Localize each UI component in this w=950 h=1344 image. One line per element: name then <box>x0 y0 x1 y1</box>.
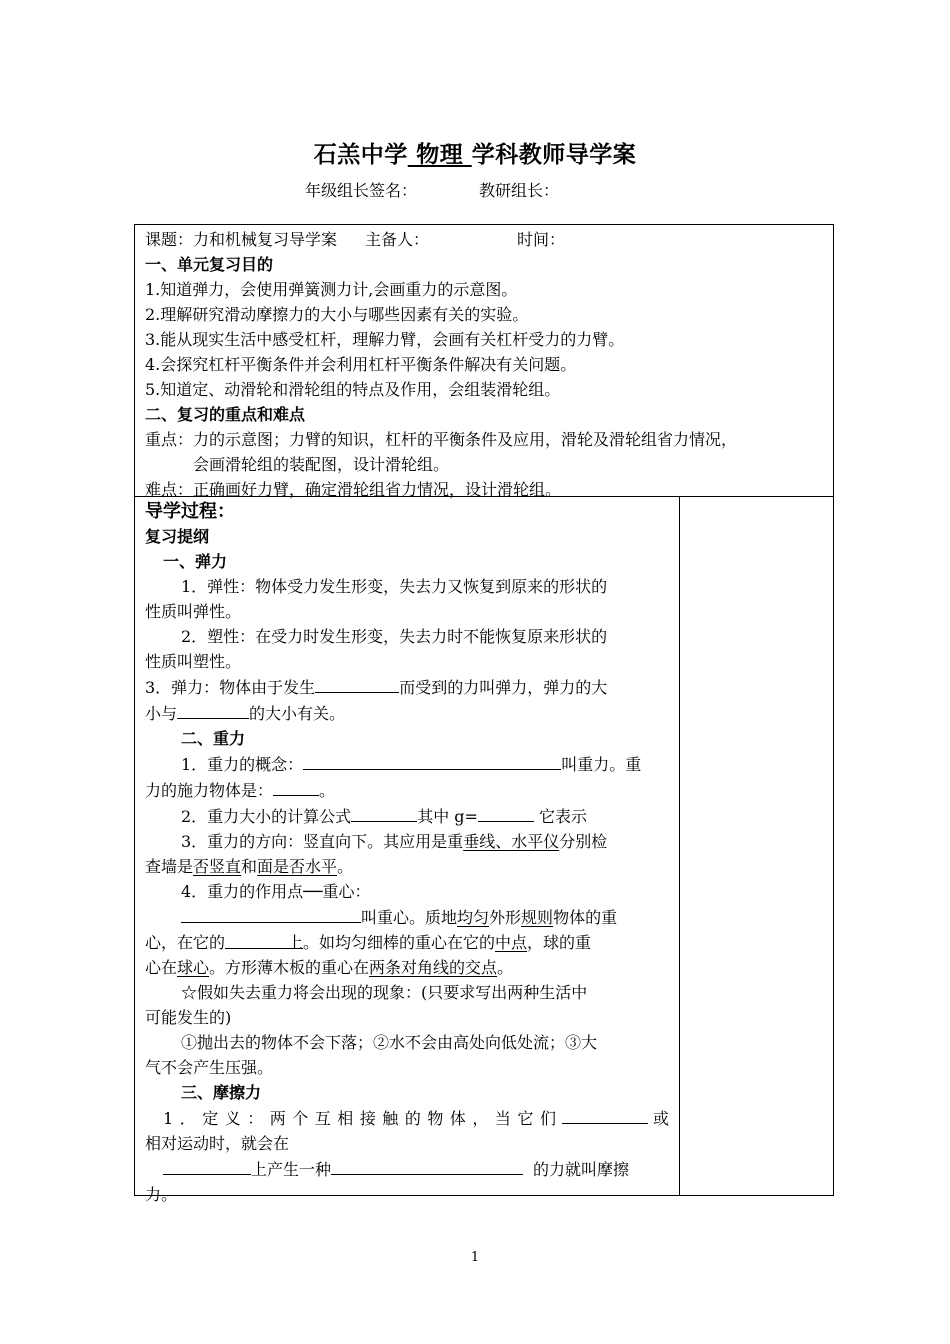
objective-item: 5.知道定、动滑轮和滑轮组的特点及作用，会组装滑轮组。 <box>145 380 561 399</box>
signature-line <box>305 178 559 201</box>
text-fragment: 和 <box>241 857 258 876</box>
text-fragment: 。如均匀细棒的重心在它的 <box>303 933 496 952</box>
title-school: 石羔中学 <box>313 142 408 168</box>
objective-item: 2.理解研究滑动摩擦力的大小与哪些因素有关的实验。 <box>145 305 529 324</box>
underlined-answer: 球心 <box>177 958 210 977</box>
text-fragment: ，球的重 <box>527 933 592 952</box>
keypoints-heading: 二、复习的重点和难点 <box>145 405 306 424</box>
text-fragment: 查墙是 <box>145 857 194 876</box>
gravity-direction-line <box>145 854 671 879</box>
text-fragment: 。方形薄木板的重心在 <box>209 958 370 977</box>
fill-blank[interactable] <box>163 1156 251 1175</box>
fill-blank[interactable] <box>478 803 534 822</box>
no-gravity-question: ☆假如失去重力将会出现的现象：(只要求写出两种生活中 <box>181 983 588 1002</box>
fill-blank[interactable] <box>177 700 249 719</box>
underlined-answer: 面是否水平 <box>257 857 338 876</box>
grade-leader-label: 年级组长签名： <box>305 181 418 200</box>
page-title <box>0 136 950 169</box>
friction-definition-line <box>145 1156 671 1182</box>
text-fragment: 上产生一种 <box>251 1160 332 1179</box>
text-fragment: 。 <box>319 781 336 800</box>
underlined-answer: 均匀 <box>457 908 490 927</box>
friction-definition-line: 相对运动时，就会在 <box>145 1134 290 1153</box>
outline-heading: 复习提纲 <box>145 527 210 546</box>
text-fragment: 力的施力物体是： <box>145 781 274 800</box>
text-fragment: 的力就叫摩擦 <box>533 1160 630 1179</box>
lesson-table <box>134 224 834 1204</box>
objectives-heading: 一、单元复习目的 <box>145 255 274 274</box>
text-fragment: 3．弹力：物体由于发生 <box>145 678 316 697</box>
elasticity-line: 性质叫弹性。 <box>145 602 242 621</box>
no-gravity-answer: ①抛出去的物体不会下落；②水不会由高处向低处流；③大 <box>181 1033 598 1052</box>
section-elasticity-heading: 一、弹力 <box>163 552 228 571</box>
text-fragment: 。 <box>497 958 514 977</box>
center-of-gravity-line <box>145 930 671 955</box>
fill-blank[interactable] <box>315 674 399 693</box>
gravity-direction-line <box>145 829 671 854</box>
text-fragment: 叫重心。质地 <box>361 908 458 927</box>
underlined-answer: 上 <box>287 933 304 952</box>
friction-definition-line: 力。 <box>145 1185 178 1204</box>
gravity-concept-line <box>145 777 671 803</box>
time-label: 时间： <box>517 230 566 249</box>
section-friction-heading: 三、摩擦力 <box>181 1083 262 1102</box>
process-heading: 导学过程： <box>145 501 235 522</box>
title-subject: 物理 <box>407 142 472 168</box>
text-fragment: 外形 <box>489 908 522 927</box>
no-gravity-question: 可能发生的) <box>145 1008 232 1027</box>
friction-definition-line <box>145 1105 671 1131</box>
text-fragment: 2．重力大小的计算公式 <box>181 807 352 826</box>
info-row <box>145 227 827 252</box>
elasticity-line: 1．弹性：物体受力发生形变，失去力又恢复到原来的形状的 <box>181 577 608 596</box>
text-fragment: 而受到的力叫弹力，弹力的大 <box>399 678 608 697</box>
title-suffix: 学科教师导学案 <box>471 142 637 168</box>
no-gravity-answer: 气不会产生压强。 <box>145 1058 274 1077</box>
preparer-label: 主备人： <box>365 230 430 249</box>
text-fragment: 心在 <box>145 958 178 977</box>
fill-blank[interactable] <box>303 751 561 770</box>
objective-item: 3.能从现实生活中感受杠杆，理解力臂，会画有关杠杆受力的力臂。 <box>145 330 625 349</box>
center-of-gravity-line <box>145 955 671 980</box>
guided-process-column <box>135 497 680 1204</box>
text-fragment: 1．定义：两个互相接触的物体，当它们 <box>163 1109 563 1128</box>
research-leader-label: 教研组长： <box>479 181 560 200</box>
focus-line-1: 重点：力的示意图；力臂的知识，杠杆的平衡条件及应用，滑轮及滑轮组省力情况， <box>145 430 738 449</box>
elastic-force-line <box>145 700 671 726</box>
gravity-formula-line <box>145 803 671 829</box>
text-fragment: 它表示 <box>533 807 588 826</box>
fill-blank[interactable] <box>273 777 319 796</box>
underlined-answer: 否竖直 <box>193 857 242 876</box>
text-fragment: 其中 g= <box>417 807 478 826</box>
fill-blank[interactable] <box>225 930 304 952</box>
objective-item: 1.知道弹力，会使用弹簧测力计,会画重力的示意图。 <box>145 280 518 299</box>
objective-item: 4.会探究杠杆平衡条件并会利用杠杆平衡条件解决有关问题。 <box>145 355 577 374</box>
elastic-force-line <box>145 674 671 700</box>
page-number: 1 <box>470 1250 480 1265</box>
text-fragment: 物体的重 <box>553 908 618 927</box>
section-gravity-heading: 二、重力 <box>181 729 246 748</box>
center-of-gravity-line <box>145 904 671 930</box>
plasticity-line: 性质叫塑性。 <box>145 652 242 671</box>
gravity-concept-line <box>145 751 671 777</box>
underlined-answer: 两条对角线的交点 <box>369 958 498 977</box>
fill-blank[interactable] <box>331 1156 523 1175</box>
text-fragment: 心，在它的 <box>145 933 226 952</box>
text-fragment: 1．重力的概念： <box>181 755 304 774</box>
underlined-answer: 中点 <box>495 933 528 952</box>
underlined-answer: 规则 <box>521 908 554 927</box>
text-fragment: 或 <box>648 1109 671 1128</box>
difficulty-line: 难点：正确画好力臂，确定滑轮组省力情况，设计滑轮组。 <box>145 480 562 499</box>
text-fragment: 叫重力。重 <box>561 755 642 774</box>
plasticity-line: 2．塑性：在受力时发生形变，失去力时不能恢复原来形状的 <box>181 627 608 646</box>
text-fragment: 。 <box>337 857 354 876</box>
fill-blank[interactable] <box>181 904 361 923</box>
notes-column[interactable] <box>680 497 833 1195</box>
text-fragment: 3．重力的方向：竖直向下。其应用是重 <box>181 832 464 851</box>
text-fragment: 小与 <box>145 704 178 723</box>
topic-label: 课题：力和机械复习导学案 <box>145 230 338 249</box>
center-of-gravity-heading: 4．重力的作用点──重心： <box>181 882 371 901</box>
fill-blank[interactable] <box>562 1105 648 1124</box>
lesson-info-section <box>135 225 833 497</box>
underlined-answer: 垂线、水平仪 <box>463 832 560 851</box>
text-fragment: 的大小有关。 <box>249 704 346 723</box>
focus-line-2: 会画滑轮组的装配图，设计滑轮组。 <box>193 455 450 474</box>
fill-blank[interactable] <box>351 803 417 822</box>
text-fragment: 分别检 <box>559 832 608 851</box>
